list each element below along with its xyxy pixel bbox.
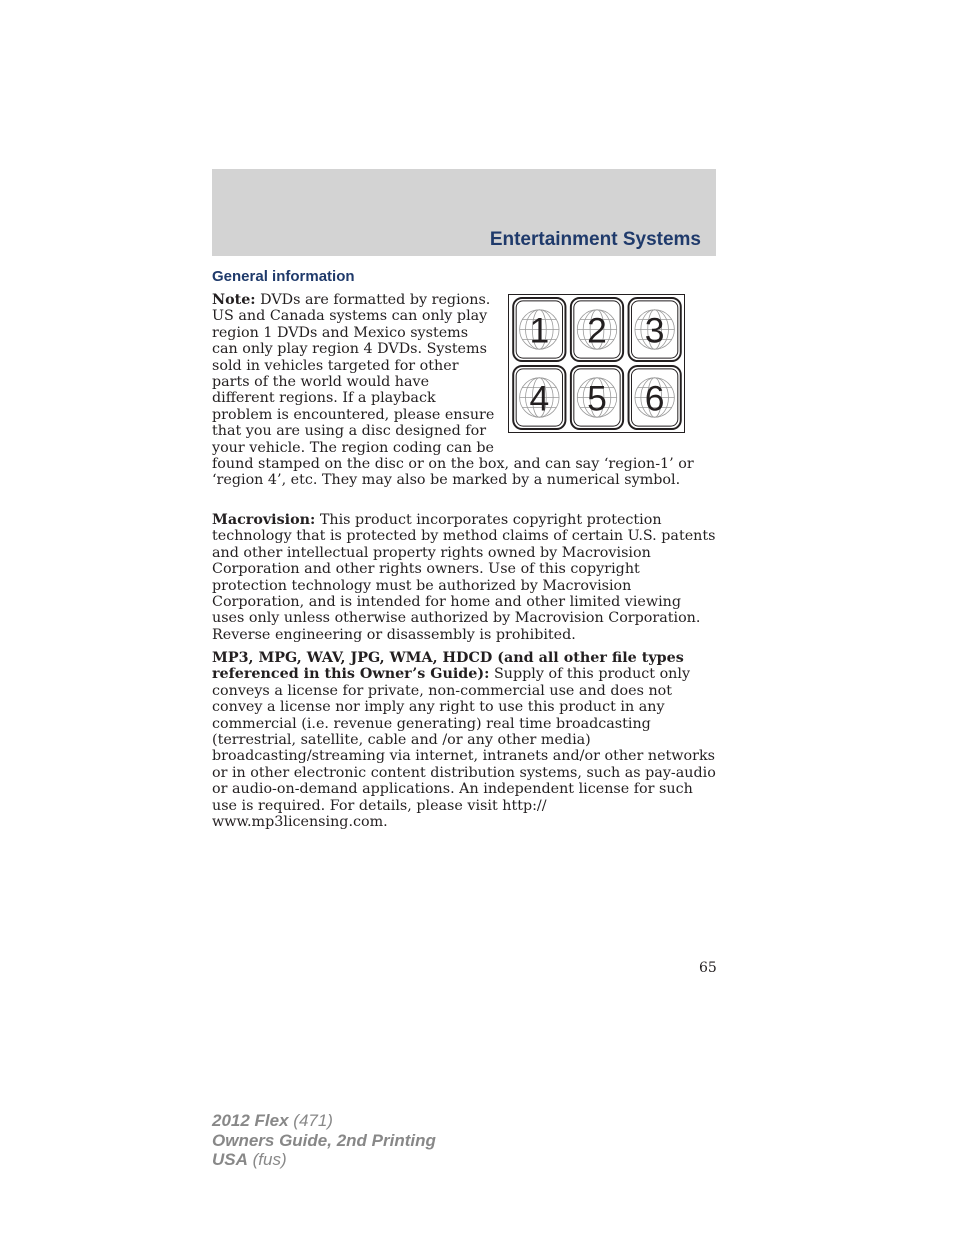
- section-title: Entertainment Systems: [489, 229, 701, 250]
- footer-market: USA: [212, 1150, 248, 1169]
- macrovision-label: Macrovision:: [212, 512, 316, 528]
- note-text: DVDs are formatted by regions. US and Canada systems can only play region 1 DVDs and Mexico systems can only play region 4 DVDs. Systems sold in vehicles targeted for other parts of the world would have different regions. If a playback problem is encountered, please ensure that you are using a disc designed for your vehicle. The region coding can be found stamped on the disc or on the box, and can say ‘region-1’ or ‘region 4’, etc. They may also be marked by a numerical symbol.: [212, 292, 694, 489]
- footer-edition: Owners Guide, 2nd Printing: [212, 1130, 436, 1150]
- region-figure-wrap: [508, 294, 688, 436]
- region-digit: 3: [644, 310, 665, 351]
- region-code-figure: [508, 294, 685, 433]
- mp3-paragraph: [212, 650, 716, 830]
- page-number: 65: [699, 960, 717, 976]
- region-tile-3: [629, 298, 681, 361]
- mp3-label: MP3, MPG, WAV, JPG, WMA, HDCD (and all other file types referenced in this Owner’s Guide):: [212, 650, 684, 683]
- header-band: [212, 169, 716, 256]
- mp3-text: Supply of this product only conveys a license for private, non-commercial use and does not convey a license nor imply any right to use this product in any commercial (i.e. revenue generating) real time broadcasting (terrestrial, satellite, cable and /or any other media) broadcasting/streaming via internet, intranets and/or other networks or in other electronic content distribution systems, such as pay-audio or audio-on-demand applications. An independent license for such use is required. For details, please visit http:// www.mp3licensing.com.: [212, 666, 716, 831]
- footer: [212, 1111, 436, 1170]
- region-digit: 5: [587, 378, 607, 419]
- region-digit: 2: [587, 310, 607, 351]
- footer-model: 2012 Flex: [212, 1111, 289, 1130]
- region-tile-6: [629, 366, 681, 429]
- region-tile-2: [571, 298, 623, 361]
- footer-market-code: (fus): [247, 1150, 287, 1169]
- note-paragraph: [212, 292, 716, 489]
- region-digit: 4: [529, 378, 550, 419]
- note-label: Note:: [212, 292, 256, 308]
- macrovision-paragraph: [212, 512, 716, 643]
- region-digit: 1: [529, 310, 550, 351]
- region-tile-1: [513, 298, 565, 361]
- footer-line-2: [212, 1131, 436, 1151]
- footer-line-3: [212, 1150, 436, 1170]
- footer-line-1: [212, 1111, 436, 1131]
- region-tile-5: [571, 366, 623, 429]
- macrovision-text: This product incorporates copyright protection technology that is protected by method claims of certain U.S. patents and other intellectual property rights owned by Macrovision Corporation and other rights owners. Use of this copyright protection technology must be authorized by Macrovision Corporation, and is intended for home and other limited viewing uses only unless otherwise authorized by Macrovision Corporation. Reverse engineering or disassembly is prohibited.: [212, 512, 716, 643]
- footer-code: (471): [288, 1111, 333, 1130]
- region-digit: 6: [644, 378, 665, 419]
- subheading: General information: [212, 268, 355, 285]
- region-tile-4: [513, 366, 565, 429]
